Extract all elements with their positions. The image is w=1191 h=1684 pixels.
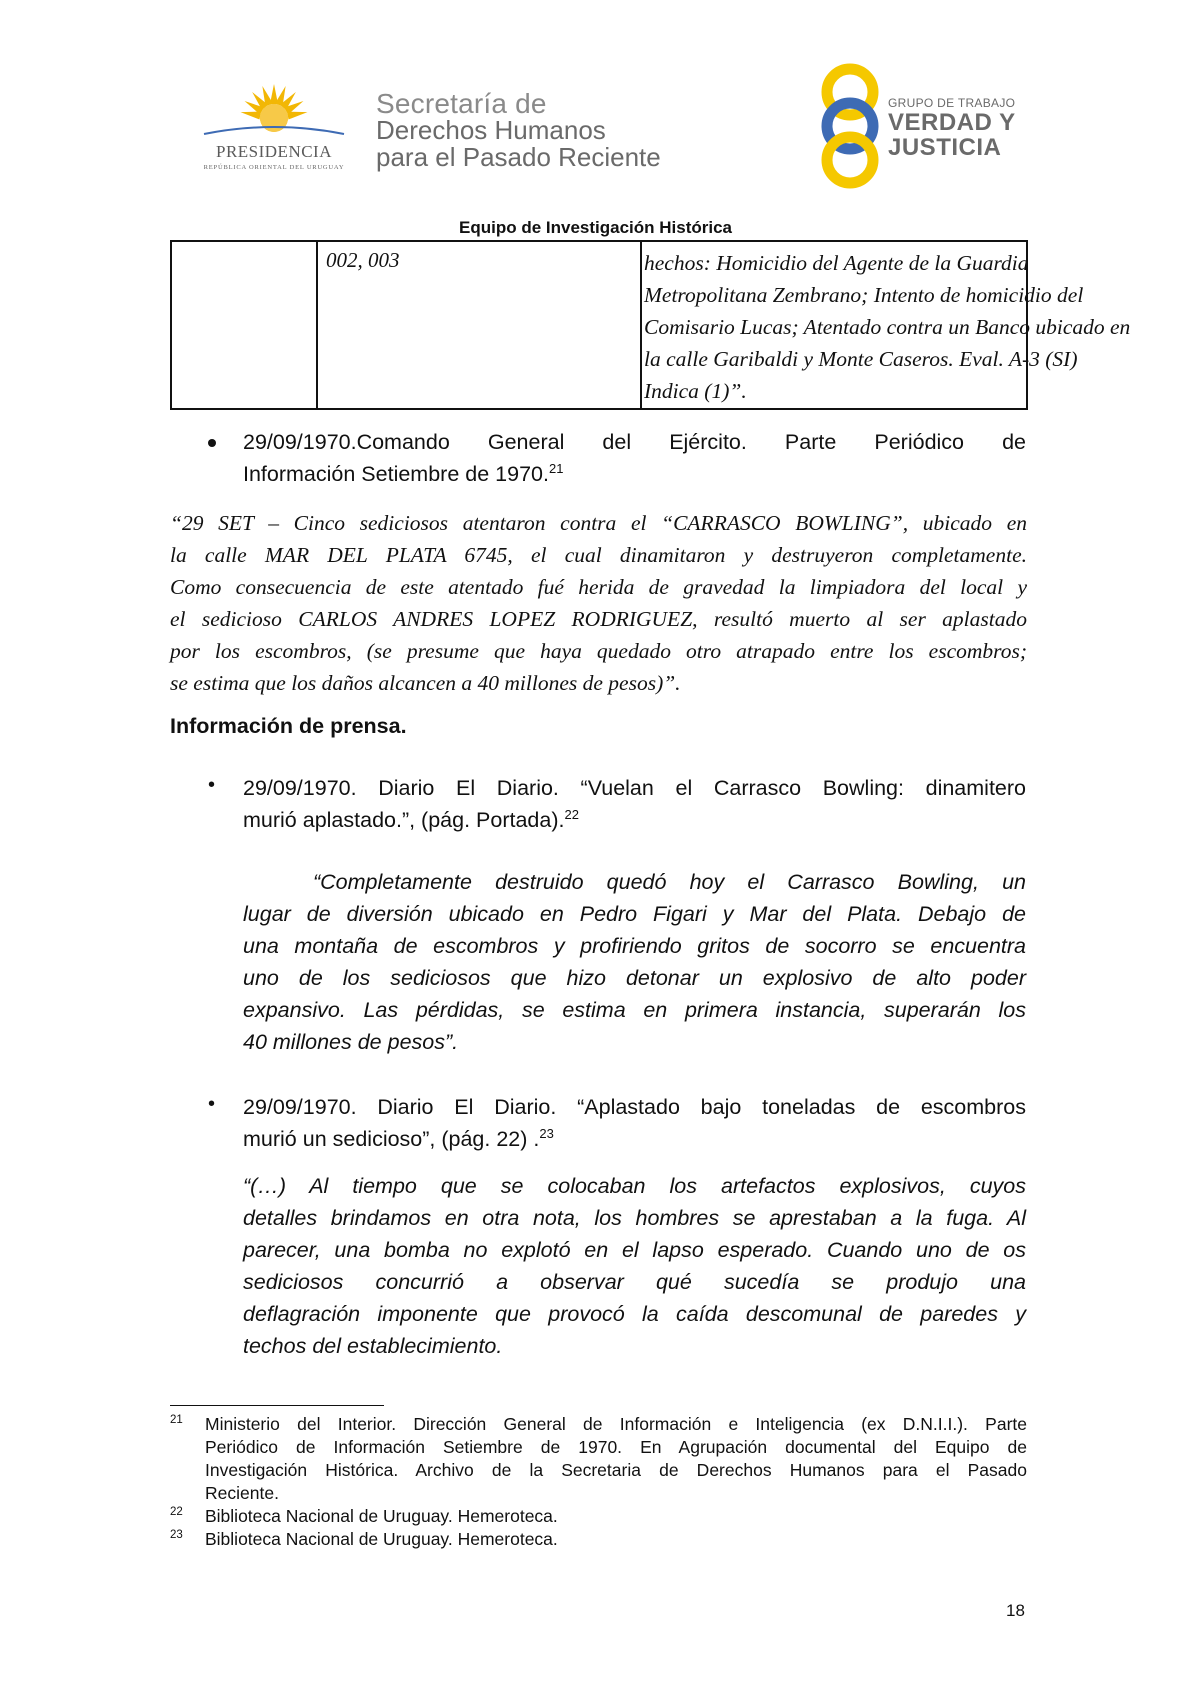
- footnote-divider: [170, 1405, 384, 1406]
- footnote-line: Reciente.: [205, 1483, 279, 1503]
- grupo-line-1: GRUPO DE TRABAJO: [888, 96, 1016, 110]
- quote-line: deflagración imponente que provocó la caída descomunal de paredes y: [243, 1302, 1026, 1326]
- bullet-1-line-2: [243, 458, 1026, 490]
- footnote-ref-22: 22: [564, 806, 579, 822]
- secretaria-line-3: para el Pasado Reciente: [376, 142, 661, 172]
- bullet-dot: [208, 439, 216, 447]
- quote-line: “Completamente destruido quedó hoy el Carrasco Bowling, un: [313, 870, 1026, 894]
- bullet-3-line-2: [243, 1123, 1026, 1155]
- quote-line: sediciosos concurrió a observar qué sucedía se produjo una: [243, 1270, 1026, 1294]
- footnote-ref-23: 23: [539, 1125, 554, 1141]
- table-line: la calle Garibaldi y Monte Caseros. Eval. A-3 (SI): [644, 347, 1078, 371]
- quote-el-diario-2: [243, 1170, 1026, 1362]
- bullet-marker: •: [208, 774, 216, 796]
- quote-line: se estima que los daños alcancen a 40 millones de pesos)”.: [170, 671, 681, 695]
- quote-line: “29 SET – Cinco sediciosos atentaron contra el “CARRASCO BOWLING”, ubicado en: [170, 511, 1027, 535]
- bullet-1: [243, 426, 1026, 490]
- secretaria-line-2: Derechos Humanos: [376, 115, 606, 145]
- footnote-number: 23: [170, 1529, 183, 1541]
- quote-line: expansivo. Las pérdidas, se estima en primera instancia, superarán los: [243, 998, 1026, 1022]
- quote-line: Como consecuencia de este atentado fué herida de gravedad la limpiadora del local y: [170, 575, 1027, 599]
- table-line: Metropolitana Zembrano; Intento de homicidio del: [644, 283, 1084, 307]
- table-cell-description: [642, 242, 1131, 408]
- quote-line: “(…) Al tiempo que se colocaban los artefactos explosivos, cuyos: [243, 1174, 1026, 1198]
- bullet-3-text: murió un sedicioso”, (pág. 22) .: [243, 1127, 540, 1151]
- section-heading: Información de prensa.: [170, 714, 407, 738]
- quote-line: detalles brindamos en otra nota, los hombres se aprestaban a la fuga. Al: [243, 1206, 1026, 1230]
- table-line: Indica (1)”.: [644, 379, 747, 403]
- footnote-line: Ministerio del Interior. Dirección General de Información e Inteligencia (ex D.N.I.I.). Parte: [205, 1414, 1027, 1434]
- quote-line: uno de los sediciosos que hizo detonar un explosivo de alto poder: [243, 966, 1026, 990]
- quote-line: lugar de diversión ubicado en Pedro Figari y Mar del Plata. Debajo de: [243, 902, 1026, 926]
- grupo-line-2: VERDAD Y: [888, 109, 1016, 136]
- quote-line: por los escombros, (se presume que haya quedado otro atrapado entre los escombros;: [170, 639, 1027, 663]
- bullet-3: [243, 1091, 1026, 1155]
- bullet-2-line-2: [243, 804, 1026, 836]
- bullet-2-line-1: 29/09/1970. Diario El Diario. “Vuelan el Carrasco Bowling: dinamitero: [243, 776, 1026, 800]
- footnote-line: Periódico de Información Setiembre de 1970. En Agrupación documental del Equipo de: [205, 1437, 1027, 1457]
- quote-line: techos del establecimiento.: [243, 1334, 503, 1358]
- footnote-line: Investigación Histórica. Archivo de la Secretaria de Derechos Humanos para el Pasado: [205, 1460, 1027, 1480]
- footnote-number: 22: [170, 1506, 183, 1518]
- presidencia-label: PRESIDENCIA: [215, 142, 332, 161]
- grupo-trabajo-text: [888, 96, 1016, 160]
- quote-line: 40 millones de pesos”.: [243, 1030, 459, 1054]
- footnote-number: 21: [170, 1414, 183, 1426]
- quote-line: la calle MAR DEL PLATA 6745, el cual dinamitaron y destruyeron completamente.: [170, 543, 1027, 567]
- page-number: 18: [1006, 1601, 1025, 1620]
- bullet-2: [243, 772, 1026, 836]
- table-cell-ids: 002, 003: [318, 242, 642, 408]
- quote-parte-periodico: [170, 507, 1027, 699]
- bullet-1-text: Información Setiembre de 1970.: [243, 462, 549, 486]
- bullet-marker: •: [208, 1093, 216, 1115]
- bullet-1-line-1: 29/09/1970.Comando General del Ejército. Parte Periódico de: [243, 430, 1026, 454]
- grupo-line-3: JUSTICIA: [888, 134, 1002, 161]
- bullet-2-text: murió aplastado.”, (pág. Portada).: [243, 808, 565, 832]
- footnote-text: Biblioteca Nacional de Uruguay. Hemeroteca.: [205, 1529, 558, 1549]
- footnote-text: Biblioteca Nacional de Uruguay. Hemeroteca.: [205, 1506, 558, 1526]
- presidencia-logo: [196, 84, 352, 180]
- table-fragment: [170, 240, 1131, 410]
- sun-icon: [196, 84, 352, 142]
- team-title: Equipo de Investigación Histórica: [459, 218, 732, 237]
- quote-line: parecer, una bomba no explotó en el lapso esperado. Cuando uno de os: [243, 1238, 1026, 1262]
- quote-line: el sedicioso CARLOS ANDRES LOPEZ RODRIGUEZ, resultó muerto al ser aplastado: [170, 607, 1027, 631]
- secretaria-line-1: Secretaría de: [376, 88, 547, 119]
- quote-line: una montaña de escombros y profiriendo gritos de socorro se encuentra: [243, 934, 1026, 958]
- table-line: hechos: Homicidio del Agente de la Guardia: [644, 251, 1029, 275]
- presidencia-sublabel: REPÚBLICA ORIENTAL DEL URUGUAY: [203, 164, 345, 171]
- table-line: Comisario Lucas; Atentado contra un Banco ubicado en: [644, 315, 1131, 339]
- quote-el-diario-1: [243, 866, 1026, 1058]
- footnote-text: [205, 1413, 1027, 1505]
- table-cell-empty: [172, 242, 318, 408]
- secretaria-logo-text: [376, 90, 661, 171]
- footnote-ref-21: 21: [548, 460, 564, 476]
- bullet-3-line-1: 29/09/1970. Diario El Diario. “Aplastado bajo toneladas de escombros: [243, 1095, 1026, 1119]
